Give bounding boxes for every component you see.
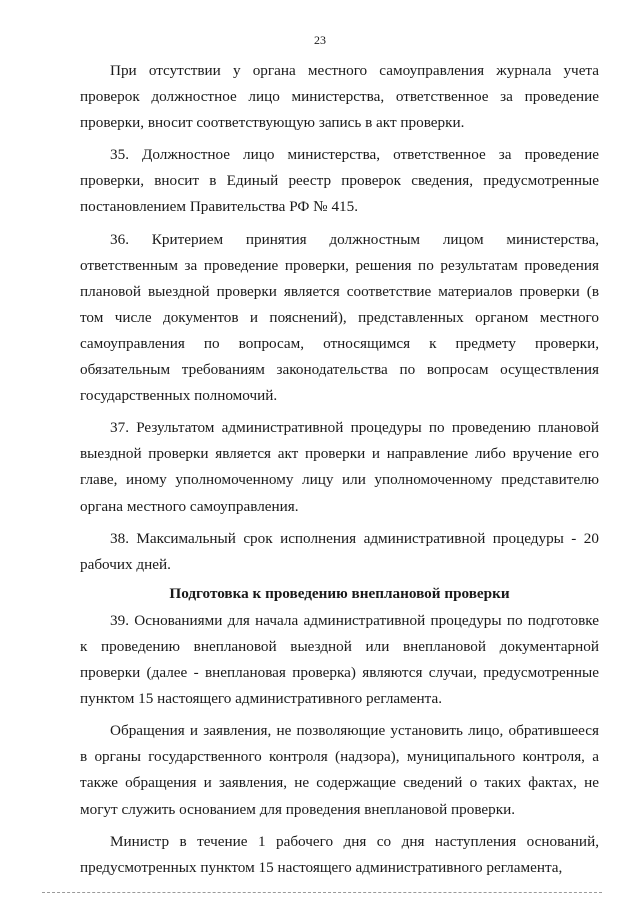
paragraph-appeals: Обращения и заявления, не позволяющие установить лицо, обратившееся в органы государственного контроля (надзора), муниципального контроля, а также обращения и заявления, не содержащие сведений о таких фактах, не могут служить основанием для проведения внеплановой проверки. xyxy=(80,722,599,818)
page-number: 23 xyxy=(314,33,326,47)
paragraph-minister: Министр в течение 1 рабочего дня со дня наступления оснований, предусмотренных пунктом 15 настоящего административного регламента, xyxy=(80,832,599,876)
paragraph-39: 39. Основаниями для начала административной процедуры по подготовке к проведению внеплановой выездной или внеплановой документарной проверки (далее - внеплановая проверка) являются случаи, предусмотренные пунктом 15 настоящего административного регламента. xyxy=(80,611,599,708)
page-bottom-rule xyxy=(42,892,602,893)
paragraph-35: 35. Должностное лицо министерства, ответственное за проведение проверки, вносит в Единый реестр проверок сведения, предусмотренные постановлением Правительства РФ № 415. xyxy=(80,146,599,216)
document-body xyxy=(80,58,599,881)
paragraph-journal-absence: При отсутствии у органа местного самоуправления журнала учета проверок должностное лицо министерства, ответственное за проведение проверки, вносит соответствующую запись в акт проверки. xyxy=(80,62,599,132)
paragraph-37: 37. Результатом административной процедуры по проведению плановой выездной проверки является акт проверки и направление либо вручение его главе, иному уполномоченному лицу или уполномоченному представителю органа местного самоуправления. xyxy=(80,419,599,515)
paragraph-38: 38. Максимальный срок исполнения административной процедуры - 20 рабочих дней. xyxy=(80,529,599,573)
section-heading: Подготовка к проведению внеплановой проверки xyxy=(169,584,510,602)
paragraph-36: 36. Критерием принятия должностным лицом министерства, ответственным за проведение проверки, решения по результатам проведения плановой выездной проверки является соответствие материалов проверки (в том числе документов и пояснений), представленных органом местного самоуправления по вопросам, относящимся к предмету проверки, обязательным требованиям законодательства по вопросам осуществления государственных полномочий. xyxy=(80,230,599,405)
